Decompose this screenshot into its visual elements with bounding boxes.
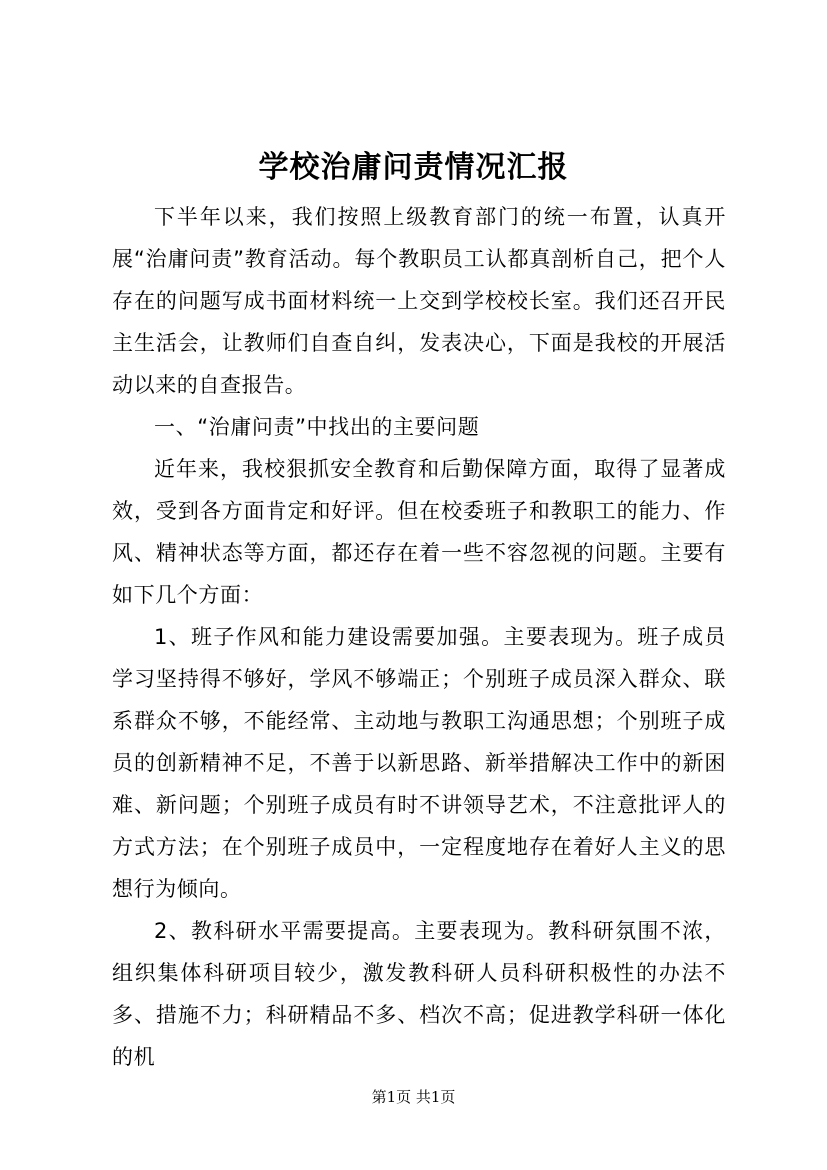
- page-footer: 第1页 共1页: [371, 1088, 456, 1106]
- paragraph-intro: 下半年以来，我们按照上级教育部门的统一布置，认真开展“治庸问责”教育活动。每个教职员工认都真剖析自己，把个人存在的问题写成书面材料统一上交到学校校长室。我们还召开民主生活会，让教师们自查自纠，发表决心，下面是我校的开展活动以来的自查报告。: [112, 205, 726, 397]
- document-title: 学校治庸问责情况汇报: [258, 150, 569, 185]
- paragraph-item-2: 2、教科研水平需要提高。主要表现为。教科研氛围不浓，组织集体科研项目较少，激发教科研人员科研积极性的办法不多、措施不力；科研精品不多、档次不高；促进教学科研一体化的机: [112, 919, 726, 1069]
- section-heading-1: 一、“治庸问责”中找出的主要问题: [154, 415, 480, 439]
- paragraph-item-1: 1、班子作风和能力建设需要加强。主要表现为。班子成员学习坚持得不够好，学风不够端正；个别班子成员深入群众、联系群众不够，不能经常、主动地与教职工沟通思想；个别班子成员的创新精神不足，不善于以新思路、新举措解决工作中的新困难、新问题；个别班子成员有时不讲领导艺术，不注意批评人的方式方法；在个别班子成员中，一定程度地存在着好人主义的思想行为倾向。: [112, 625, 726, 901]
- document-body: [112, 196, 726, 1078]
- paragraph-overview: 近年来，我校狠抓安全教育和后勤保障方面，取得了显著成效，受到各方面肯定和好评。但在校委班子和教职工的能力、作风、精神状态等方面，都还存在着一些不容忽视的问题。主要有如下几个方面：: [112, 457, 726, 607]
